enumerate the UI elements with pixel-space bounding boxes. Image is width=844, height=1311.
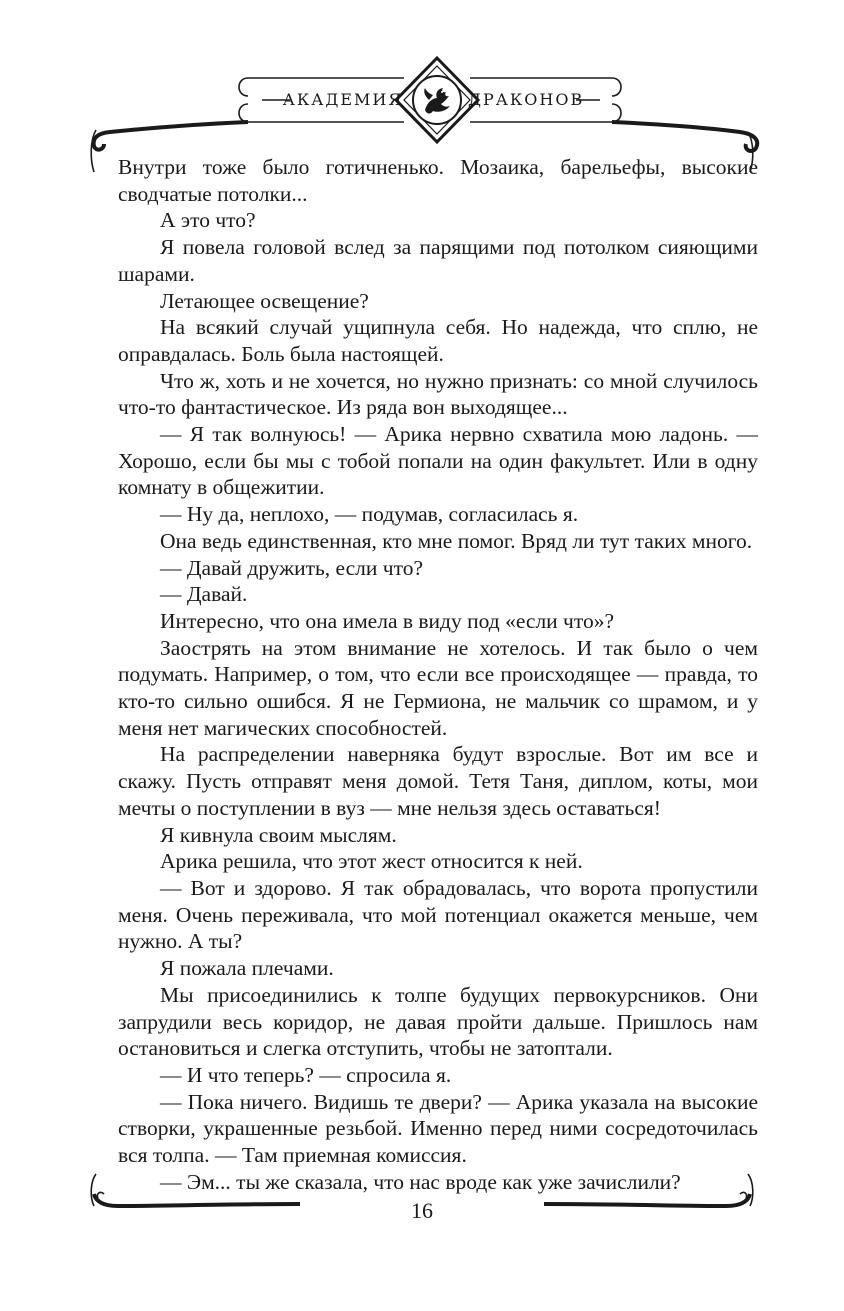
paragraph: — Давай. [160, 582, 248, 607]
paragraph: Я кивнула своим мыслям. [160, 822, 397, 847]
paragraph: Арика решила, что этот жест относится к ней. [160, 849, 583, 874]
paragraph: Летающее освещение? [160, 288, 369, 313]
paragraph: На всякий случай ущипнула себя. Но надежда, что сплю, не оправдалась. Боль была настоящей. [118, 315, 758, 366]
paragraph: — Эм... ты же сказала, что нас вроде как уже зачислили? [160, 1169, 681, 1194]
paragraph: А это что? [160, 208, 256, 233]
paragraph: — Вот и здорово. Я так обрадовалась, что ворота пропустили меня. Очень переживала, что мой потенциал окажется меньше, чем нужно. А ты? [118, 875, 758, 954]
paragraph: — Давай дружить, если что? [160, 555, 424, 580]
paragraph: Я повела головой вслед за парящими под потолком сияющими шарами. [118, 235, 758, 286]
paragraph: Интересно, что она имела в виду под «если что»? [160, 608, 615, 633]
paragraph: — Ну да, неплохо, — подумав, согласилась я. [160, 502, 579, 527]
page-number: 16 [411, 1198, 433, 1223]
paragraph: Внутри тоже было готичненько. Мозаика, барельефы, высокие сводчатые потолки... [118, 155, 758, 206]
header-title-left: АКАДЕМИЯ [282, 90, 404, 109]
paragraph: На распределении наверняка будут взрослые. Вот им все и скажу. Пусть отправят меня домой. Тетя Таня, диплом, коты, мои мечты о поступлении в вуз — мне нельзя здесь оставаться! [118, 742, 758, 820]
paragraph: Что ж, хоть и не хочется, но нужно признать: со мной случилось что-то фантастическое. Из ряда вон выходящее... [118, 368, 758, 420]
header-title-right: ДРАКОНОВ [468, 90, 585, 109]
paragraph: — Я так волнуюсь! — Арика нервно схватила мою ладонь. — Хорошо, если бы мы с тобой попали на один факультет. Или в одну комнату в общежитии. [118, 422, 758, 500]
dragon-emblem-icon [417, 80, 457, 120]
paragraph: — И что теперь? — спросила я. [160, 1062, 452, 1087]
chapter-text [118, 154, 758, 1195]
paragraph: Я пожала плечами. [160, 956, 334, 981]
paragraph: Она ведь единственная, кто мне помог. Вряд ли тут таких много. [160, 528, 753, 553]
paragraph: Мы присоединились к толпе будущих первокурсников. Они запрудили весь коридор, не давая пройти дальше. Пришлось нам остановиться и слегка отступить, чтобы не затоптали. [118, 982, 758, 1061]
paragraph: — Пока ничего. Видишь те двери? — Арика указала на высокие створки, украшенные резьбой. Именно перед ними сосредоточилась вся толпа. — Там приемная комиссия. [118, 1089, 758, 1168]
paragraph: Заострять на этом внимание не хотелось. И так было о чем подумать. Например, о том, что если все происходящее — правда, то кто-то сильно ошибся. Я не Гермиона, не мальчик со шрамом, и у меня нет магических способностей. [118, 635, 758, 740]
